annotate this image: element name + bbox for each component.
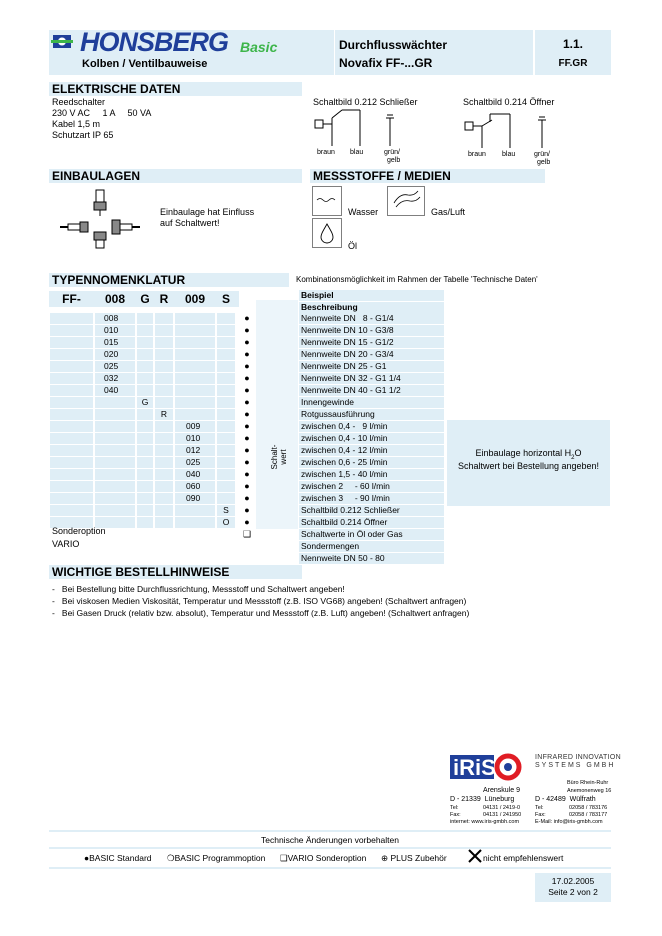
code-diameter: 008 <box>104 292 126 306</box>
wire-brown-2: braun <box>468 151 486 158</box>
code-cell-bg <box>217 469 235 480</box>
availability-mark: ● <box>244 505 250 515</box>
schema-close-diagram <box>312 108 412 152</box>
gas-icon <box>387 186 425 216</box>
code-cell-bg <box>95 481 135 492</box>
prefix-cell-bg <box>50 385 93 396</box>
wire-green-2a: grün/ <box>534 151 550 158</box>
iris-logo <box>450 753 522 781</box>
wire-green-2b: gelb <box>537 159 551 166</box>
code-cell-bg <box>217 325 235 336</box>
city-left: D - 21339 Lüneburg <box>450 796 515 803</box>
availability-mark: ● <box>244 337 250 347</box>
company-name-1: INFRARED INNOVATION <box>535 754 621 761</box>
tel-label-left: Tel: <box>450 805 459 811</box>
code-cell-bg <box>137 409 153 420</box>
code-cell-value: 020 <box>104 349 119 359</box>
code-cell-bg <box>137 469 153 480</box>
vario-label: VARIO <box>52 539 80 549</box>
switch-value-label-1: Schalt- <box>270 444 279 470</box>
schema-open-label: Schaltbild 0.214 Öffner <box>463 97 555 107</box>
description-cell: Nennweite DN 20 - G3/4 <box>301 349 394 359</box>
availability-mark: ● <box>244 481 250 491</box>
footer-band-3 <box>49 867 611 869</box>
code-cell-bg <box>137 517 153 528</box>
example-label: Beispiel <box>301 290 334 300</box>
code-cell-bg <box>95 445 135 456</box>
code-cell-bg <box>155 421 173 432</box>
availability-mark: ● <box>244 517 250 527</box>
code-cell-value: 010 <box>104 325 119 335</box>
gas-label: Gas/Luft <box>431 207 466 217</box>
side-note-text: Einbaulage horizontal H <box>475 448 572 458</box>
description-cell: Innengewinde <box>301 397 354 407</box>
legend-basic: ●BASIC Standard <box>84 853 152 863</box>
code-cell-bg <box>95 397 135 408</box>
description-cell: Nennweite DN 15 - G1/2 <box>301 337 394 347</box>
footer-changes: Technische Änderungen vorbehalten <box>261 835 399 845</box>
code-cell-bg <box>217 457 235 468</box>
description-cell: Schaltbild 0.212 Schließer <box>301 505 400 515</box>
code-cell-bg <box>175 385 215 396</box>
prefix-cell-bg <box>50 337 93 348</box>
footer-date: 17.02.2005 <box>551 876 595 886</box>
code-cell-value: 025 <box>104 361 119 371</box>
code-cell-bg <box>155 469 173 480</box>
code-cell-bg <box>155 373 173 384</box>
header-title-1: Durchflusswächter <box>339 38 448 52</box>
schema-close-label: Schaltbild 0.212 Schließer <box>313 97 418 107</box>
availability-mark: ● <box>244 349 250 359</box>
code-cell-bg <box>137 445 153 456</box>
code-cell-bg <box>175 517 215 528</box>
description-cell: zwischen 0,4 - 12 l/min <box>301 445 388 455</box>
availability-mark: ● <box>244 313 250 323</box>
header-divider <box>334 30 335 75</box>
code-cell-bg <box>155 481 173 492</box>
installation-heading: EINBAULAGEN <box>49 169 302 183</box>
prefix-cell-bg <box>50 325 93 336</box>
code-cell-bg <box>137 385 153 396</box>
nomenclature-note: Kombinationsmöglichkeit im Rahmen der Tabelle 'Technische Daten' <box>296 275 538 284</box>
code-cell-bg <box>95 409 135 420</box>
city-right: D - 42489 Wülfrath <box>535 796 596 803</box>
legend-vario: ❑VARIO Sonderoption <box>280 853 367 863</box>
prefix-cell-bg <box>50 409 93 420</box>
availability-mark: ● <box>244 445 250 455</box>
code-cell-bg <box>155 457 173 468</box>
description-cell: Nennweite DN 40 - G1 1/2 <box>301 385 401 395</box>
code-material: R <box>159 292 169 306</box>
prefix-cell-bg <box>50 469 93 480</box>
code-cell-bg <box>155 337 173 348</box>
oil-label: Öl <box>348 241 357 251</box>
code-cell-bg <box>155 325 173 336</box>
code-cell-value: 090 <box>186 493 201 503</box>
fax-left: 04131 / 241950 <box>483 812 522 818</box>
code-cell-bg <box>155 517 173 528</box>
code-thread: G <box>140 292 150 306</box>
wire-blue-2: blau <box>502 151 516 158</box>
code-cell-bg <box>137 481 153 492</box>
prefix-cell-bg <box>50 421 93 432</box>
description-cell: Nennweite DN 32 - G1 1/4 <box>301 373 401 383</box>
code-cell-bg <box>137 349 153 360</box>
description-cell: Nennweite DN 8 - G1/4 <box>301 313 394 323</box>
code-cell-value: 032 <box>104 373 119 383</box>
code-cell-bg <box>137 313 153 324</box>
code-cell-bg <box>217 337 235 348</box>
code-cell-bg <box>155 505 173 516</box>
prefix-cell-bg <box>50 397 93 408</box>
code-cell-bg <box>217 385 235 396</box>
prefix-cell-bg <box>50 349 93 360</box>
availability-mark: ● <box>244 409 250 419</box>
side-note-o: O <box>574 448 582 458</box>
code-cell-value: S <box>223 505 229 515</box>
code-cell-bg <box>217 349 235 360</box>
availability-mark: ● <box>244 421 250 431</box>
code-cell-bg <box>95 433 135 444</box>
code-cell-bg <box>175 349 215 360</box>
prefix-cell-bg <box>50 481 93 492</box>
description-cell: Sondermengen <box>301 541 360 551</box>
code-cell-bg <box>155 445 173 456</box>
code-cell-value: R <box>160 409 168 419</box>
fax-right: 02058 / 783177 <box>569 812 608 818</box>
code-cell-value: 015 <box>104 337 119 347</box>
code-cell-bg <box>217 373 235 384</box>
order-item-2: - Bei viskosen Medien Viskosität, Temperatur und Messstoff (z.B. ISO VG68) angeben! (Schaltwert anfragen) <box>52 596 467 606</box>
schema-open-diagram <box>462 110 562 154</box>
wire-green-1a: grün/ <box>384 149 400 156</box>
description-cell: Schaltwerte in Öl oder Gas <box>301 529 403 539</box>
availability-mark: ● <box>244 385 250 395</box>
footer-band-2 <box>49 847 611 849</box>
prefix-cell-bg <box>50 361 93 372</box>
wire-brown-1: braun <box>317 149 335 156</box>
prefix-cell-bg <box>50 493 93 504</box>
availability-mark: ● <box>244 457 250 467</box>
water-label: Wasser <box>348 207 379 217</box>
office-2: Anemonenweg 16 <box>567 788 612 794</box>
description-cell: zwischen 2 - 60 l/min <box>301 481 390 491</box>
code-cell-bg <box>175 361 215 372</box>
electrical-line-3: Kabel 1,5 m <box>52 119 101 129</box>
order-item-1: - Bei Bestellung bitte Durchflussrichtung, Messstoff und Schaltwert angeben! <box>52 584 345 594</box>
code-cell-bg <box>175 337 215 348</box>
availability-mark: ● <box>244 373 250 383</box>
code-cell-value: 060 <box>186 481 201 491</box>
code-cell-bg <box>137 373 153 384</box>
availability-mark: ● <box>244 433 250 443</box>
code-cell-value: 040 <box>104 385 119 395</box>
tel-right: 02058 / 783176 <box>569 805 608 811</box>
tel-label-right: Tel: <box>535 805 544 811</box>
side-note-line-2: Schaltwert bei Bestellung angeben! <box>457 461 600 471</box>
description-cell: zwischen 0,4 - 10 l/min <box>301 433 388 443</box>
tel-left: 04131 / 2419-0 <box>483 805 521 811</box>
electrical-line-4: Schutzart IP 65 <box>52 130 114 140</box>
code-cell-bg <box>217 313 235 324</box>
wire-green-1b: gelb <box>387 157 401 164</box>
header-title-2: Novafix FF-...GR <box>339 56 433 70</box>
electrical-heading: ELEKTRISCHE DATEN <box>49 82 302 96</box>
code-cell-bg <box>175 313 215 324</box>
description-cell: Nennweite DN 10 - G3/8 <box>301 325 394 335</box>
code-cell-bg <box>95 457 135 468</box>
installation-note-2: auf Schaltwert! <box>160 218 220 228</box>
description-cell: Nennweite DN 50 - 80 <box>301 553 385 563</box>
footer-band-1 <box>49 830 611 832</box>
fax-label-left: Fax: <box>450 812 461 818</box>
fax-label-right: Fax: <box>535 812 546 818</box>
code-cell-bg <box>137 433 153 444</box>
description-cell: zwischen 3 - 90 l/min <box>301 493 390 503</box>
availability-mark: ● <box>244 493 250 503</box>
code-cell-bg <box>155 493 173 504</box>
code-cell-bg <box>217 397 235 408</box>
code-cell-bg <box>175 373 215 384</box>
code-cell-bg <box>155 433 173 444</box>
nomenclature-heading: TYPENNOMENKLATUR <box>49 273 289 287</box>
code-cell-bg <box>155 313 173 324</box>
code-cell-bg <box>155 385 173 396</box>
code-cell-bg <box>95 421 135 432</box>
code-switch-value: 009 <box>184 292 206 306</box>
code-cell-bg <box>217 361 235 372</box>
company-web[interactable]: internet: www.iris-gmbh.com <box>450 819 520 825</box>
legend-prog: ❍BASIC Programmoption <box>167 853 266 863</box>
code-cell-bg <box>217 493 235 504</box>
code-cell-bg <box>175 409 215 420</box>
prefix-cell-bg <box>50 433 93 444</box>
code-cell-bg <box>217 481 235 492</box>
code-cell-value: 012 <box>186 445 201 455</box>
footer-page: Seite 2 von 2 <box>548 887 598 897</box>
code-cell-bg <box>155 397 173 408</box>
description-cell: Rotgussausführung <box>301 409 375 419</box>
code-cell-bg <box>217 445 235 456</box>
availability-mark: ● <box>244 361 250 371</box>
code-cell-bg <box>217 409 235 420</box>
code-cell-bg <box>175 397 215 408</box>
company-name-2: SYSTEMS GMBH <box>535 762 616 769</box>
svg-text:iRiS: iRiS <box>453 755 496 780</box>
code-cell-value: G <box>141 397 149 407</box>
order-item-3: - Bei Gasen Druck (relativ bzw. absolut), Temperatur und Messstoff (z.B. Luft) angeben! (Schaltwert anfragen) <box>52 608 470 618</box>
code-cell-bg <box>137 325 153 336</box>
company-mail[interactable]: E-Mail: info@iris-gmbh.com <box>535 819 603 825</box>
description-label: Beschreibung <box>301 302 358 312</box>
legend-plus: ⊕ PLUS Zubehör <box>381 853 447 863</box>
code-cell-bg <box>95 493 135 504</box>
code-cell-bg <box>217 433 235 444</box>
availability-mark: ● <box>244 397 250 407</box>
office-1: Büro Rhein-Ruhr <box>567 780 609 786</box>
installation-positions-drawing <box>58 188 148 250</box>
electrical-line-1: Reedschalter <box>52 97 106 107</box>
prefix-cell-bg <box>50 445 93 456</box>
description-cell: Nennweite DN 25 - G1 <box>301 361 387 371</box>
code-cell-bg <box>155 349 173 360</box>
code-schema: S <box>221 292 230 306</box>
switch-value-label-2: wert <box>279 449 288 465</box>
code-cell-bg <box>137 361 153 372</box>
brand-main: HONSBERG <box>80 27 229 57</box>
installation-note-1: Einbaulage hat Einfluss <box>160 207 255 217</box>
wire-blue-1: blau <box>350 149 364 156</box>
code-cell-bg <box>95 469 135 480</box>
code-cell-bg <box>137 457 153 468</box>
prefix-cell-bg <box>50 373 93 384</box>
code-cell-bg <box>137 421 153 432</box>
description-cell: zwischen 0,6 - 25 l/min <box>301 457 388 467</box>
code-cell-bg <box>95 505 135 516</box>
code-cell-bg <box>137 337 153 348</box>
availability-mark: ❑ <box>242 529 252 539</box>
prefix-cell-bg <box>50 505 93 516</box>
code-cell-value: 009 <box>186 421 201 431</box>
prefix-cell-bg <box>50 457 93 468</box>
code-cell-value: 008 <box>104 313 119 323</box>
description-cell: zwischen 1,5 - 40 l/min <box>301 469 388 479</box>
code-cell-bg <box>155 361 173 372</box>
code-cell-bg <box>137 493 153 504</box>
code-cell-bg <box>175 325 215 336</box>
availability-mark: ● <box>244 469 250 479</box>
availability-mark: ● <box>244 325 250 335</box>
description-cell: zwischen 0,4 - 9 l/min <box>301 421 388 431</box>
code-prefix: FF- <box>62 292 81 306</box>
description-cell: Schaltbild 0.214 Öffner <box>301 517 388 527</box>
media-heading: MESSSTOFFE / MEDIEN <box>310 169 545 183</box>
code-cell-bg <box>137 505 153 516</box>
code-cell-bg <box>175 505 215 516</box>
code-cell-value: 040 <box>186 469 201 479</box>
section-code: FF.GR <box>558 58 588 69</box>
electrical-line-2: 230 V AC 1 A 50 VA <box>52 108 152 118</box>
order-heading: WICHTIGE BESTELLHINWEISE <box>49 565 302 579</box>
code-cell-value: 025 <box>186 457 201 467</box>
code-cell-bg <box>217 421 235 432</box>
code-cell-value: O <box>222 517 230 527</box>
switch-value-label <box>262 420 296 506</box>
special-option-label: Sonderoption <box>52 526 106 536</box>
water-icon <box>312 186 342 216</box>
prefix-cell-bg <box>50 313 93 324</box>
oil-icon <box>312 218 342 248</box>
header-subtitle: Kolben / Ventilbauweise <box>82 58 208 70</box>
side-note-sub: 2 <box>571 454 575 461</box>
company-street: Arenskule 9 <box>483 787 520 794</box>
code-cell-value: 010 <box>186 433 201 443</box>
not-recommended-icon <box>468 849 482 863</box>
legend-not: nicht empfehlenswert <box>483 853 564 863</box>
brand-sub: Basic <box>240 39 278 55</box>
section-number: 1.1. <box>562 37 583 51</box>
